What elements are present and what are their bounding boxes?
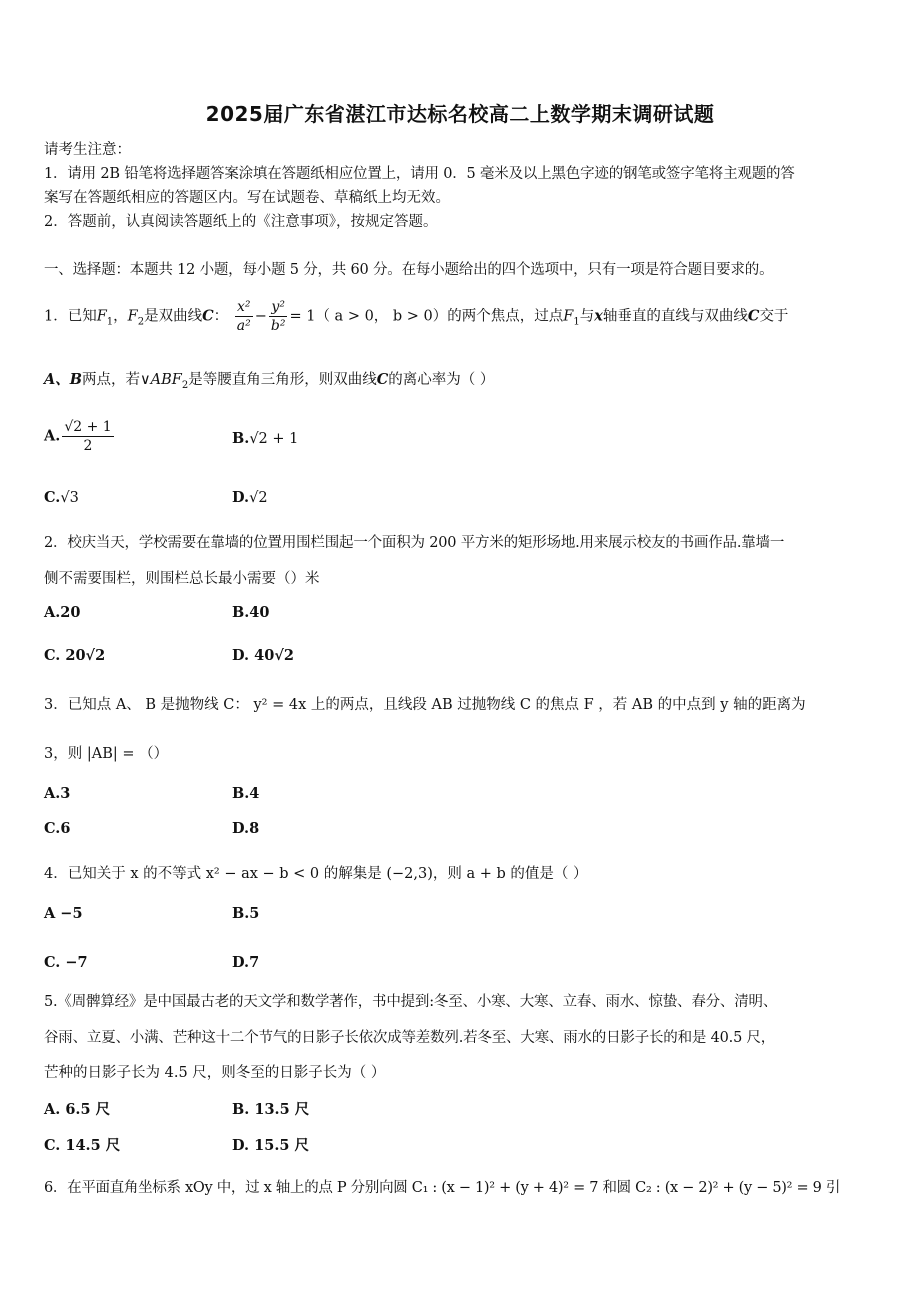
q1-option-b-value: √2 + 1 bbox=[249, 431, 299, 447]
q3-option-b[interactable]: B.4 bbox=[232, 785, 260, 802]
q1-sep: ， bbox=[113, 308, 128, 325]
q1-option-c-label: C. bbox=[44, 489, 61, 506]
q1-colon: ： bbox=[213, 308, 229, 325]
section-heading: 一、选择题：本题共 12 小题，每小题 5 分，共 60 分。在每小题给出的四个选项中，只有一项是符合题目要求的。 bbox=[44, 262, 774, 278]
q2-option-d[interactable]: D. 40√2 bbox=[232, 647, 294, 664]
q1-condition: （ a > 0， b > 0）的两个焦点，过点 bbox=[315, 308, 564, 325]
q3-option-a[interactable]: A.3 bbox=[44, 785, 71, 802]
notice-line-1b: 案写在答题纸相应的答题区内。写在试题卷、草稿纸上均无效。 bbox=[44, 190, 450, 206]
q1-frac-y bbox=[269, 298, 288, 335]
q1-frac-y-den: b² bbox=[270, 318, 286, 334]
question-6-line-1: 6．在平面直角坐标系 xOy 中，过 x 轴上的点 P 分别向圆 C₁ : (x − 1)² + (y + 4)² = 7 和圆 C₂ : (x − 2)² + (y − 5)² = 9 引 bbox=[44, 1180, 841, 1196]
question-3-line-1: 3．已知点 A、 B 是抛物线 C： y² = 4x 上的两点，且线段 AB 过抛物线 C 的焦点 F ，若 AB 的中点到 y 轴的距离为 bbox=[44, 697, 806, 713]
q1-text-1: 1．已知 bbox=[44, 308, 97, 325]
q1-text-3: 与 bbox=[579, 308, 595, 325]
q1-text-8: 的离心率为（ ） bbox=[388, 372, 495, 388]
question-5-line-3: 芒种的日影子长为 4.5 尺，则冬至的日影子长为（ ） bbox=[44, 1065, 386, 1081]
q4-option-b[interactable]: B.5 bbox=[232, 905, 260, 922]
question-2-line-2: 侧不需要围栏，则围栏总长最小需要（）米 bbox=[44, 571, 320, 587]
q5-option-d[interactable]: D. 15.5 尺 bbox=[232, 1137, 310, 1154]
q1-option-b[interactable] bbox=[232, 430, 298, 447]
q1-option-a-frac bbox=[62, 418, 113, 455]
q1-frac-x-num: x² bbox=[235, 298, 253, 317]
question-5-line-2: 谷雨、立夏、小满、芒种这十二个节气的日影子长依次成等差数列.若冬至、大寒、雨水的日影子长的和是 40.5 尺， bbox=[44, 1030, 776, 1046]
q1-text-6: 两点，若 bbox=[82, 372, 141, 388]
q1-ab: A、B bbox=[44, 371, 83, 388]
q4-option-c[interactable]: C. −7 bbox=[44, 954, 88, 971]
q1-option-a-num: √2 + 1 bbox=[64, 419, 112, 435]
q1-text-4: 轴垂直的直线与双曲线 bbox=[602, 308, 748, 325]
q1-option-a[interactable] bbox=[44, 418, 116, 455]
question-3-line-2: 3，则 |AB| = （） bbox=[44, 746, 169, 762]
notice-line-2: 2．答题前，认真阅读答题纸上的《注意事项》，按规定答题。 bbox=[44, 214, 438, 230]
q1-option-c-value: √3 bbox=[60, 490, 79, 506]
q1-option-a-label: A. bbox=[44, 427, 61, 445]
q1-frac-y-num: y² bbox=[269, 298, 288, 317]
q1-option-d-value: √2 bbox=[249, 490, 268, 506]
question-1-line-1: 1．已知$F_1$，$F_2$是双曲线C： $\frac{\text{x²}}{\text{a²}}$ − $\frac{\text{y²}}{\text{b²}}$ = 1（ a > 0， b > 0）的两个焦点，过点$F_1$与x轴垂直的直线与双曲线C交于 bbox=[44, 299, 789, 334]
q2-option-b[interactable]: B.40 bbox=[232, 604, 270, 621]
q1-triangle: ∨ABF bbox=[140, 372, 182, 388]
q2-option-c[interactable]: C. 20√2 bbox=[44, 647, 106, 664]
q1-f2: F bbox=[127, 308, 138, 325]
q5-option-c[interactable]: C. 14.5 尺 bbox=[44, 1137, 121, 1154]
page-title: 2025届广东省湛江市达标名校高二上数学期末调研试题 bbox=[205, 102, 715, 126]
q1-f1: F bbox=[96, 308, 107, 325]
q1-x: x bbox=[594, 307, 603, 325]
q5-option-b[interactable]: B. 13.5 尺 bbox=[232, 1101, 310, 1118]
q1-frac-x-den: a² bbox=[236, 318, 251, 334]
notice-heading: 请考生注意： bbox=[44, 142, 131, 158]
q1-option-c[interactable] bbox=[44, 489, 79, 506]
q1-option-a-den: 2 bbox=[83, 438, 93, 454]
q5-option-a[interactable]: A. 6.5 尺 bbox=[44, 1101, 111, 1118]
notice-line-1a: 1．请用 2B 铅笔将选择题答案涂填在答题纸相应位置上，请用 0．5 毫米及以上黑色字迹的钢笔或签字笔将主观题的答 bbox=[44, 166, 795, 182]
q4-option-a[interactable]: A −5 bbox=[44, 905, 83, 922]
q1-eq: = 1 bbox=[289, 308, 316, 325]
q1-c: C bbox=[202, 307, 214, 325]
q1-frac-x bbox=[235, 298, 253, 335]
q3-option-d[interactable]: D.8 bbox=[232, 820, 260, 837]
question-4-line-1: 4．已知关于 x 的不等式 x² − ax − b < 0 的解集是 (−2,3)，则 a + b 的值是（ ） bbox=[44, 866, 588, 882]
q1-text-7: 是等腰直角三角形，则双曲线 bbox=[188, 372, 377, 388]
q2-option-a[interactable]: A.20 bbox=[44, 604, 81, 621]
question-2-line-1: 2．校庆当天，学校需要在靠墙的位置用围栏围起一个面积为 200 平方米的矩形场地.用来展示校友的书画作品.靠墙一 bbox=[44, 535, 785, 551]
q1-text-5: 交于 bbox=[759, 308, 789, 325]
q1-text-2: 是双曲线 bbox=[144, 308, 203, 325]
question-1-line-2: A、B两点，若$\vee ABF_2$是等腰直角三角形，则双曲线C的离心率为（ ） bbox=[44, 371, 495, 391]
q1-option-d[interactable] bbox=[232, 489, 268, 506]
q4-option-d[interactable]: D.7 bbox=[232, 954, 260, 971]
question-5-line-1: 5.《周髀算经》是中国最古老的天文学和数学著作，书中提到:冬至、小寒、大寒、立春、雨水、惊蛰、春分、清明、 bbox=[44, 994, 778, 1010]
q3-option-c[interactable]: C.6 bbox=[44, 820, 71, 837]
q1-option-d-label: D. bbox=[232, 489, 250, 506]
q1-minus: − bbox=[254, 308, 267, 325]
q1-option-b-label: B. bbox=[232, 430, 250, 447]
